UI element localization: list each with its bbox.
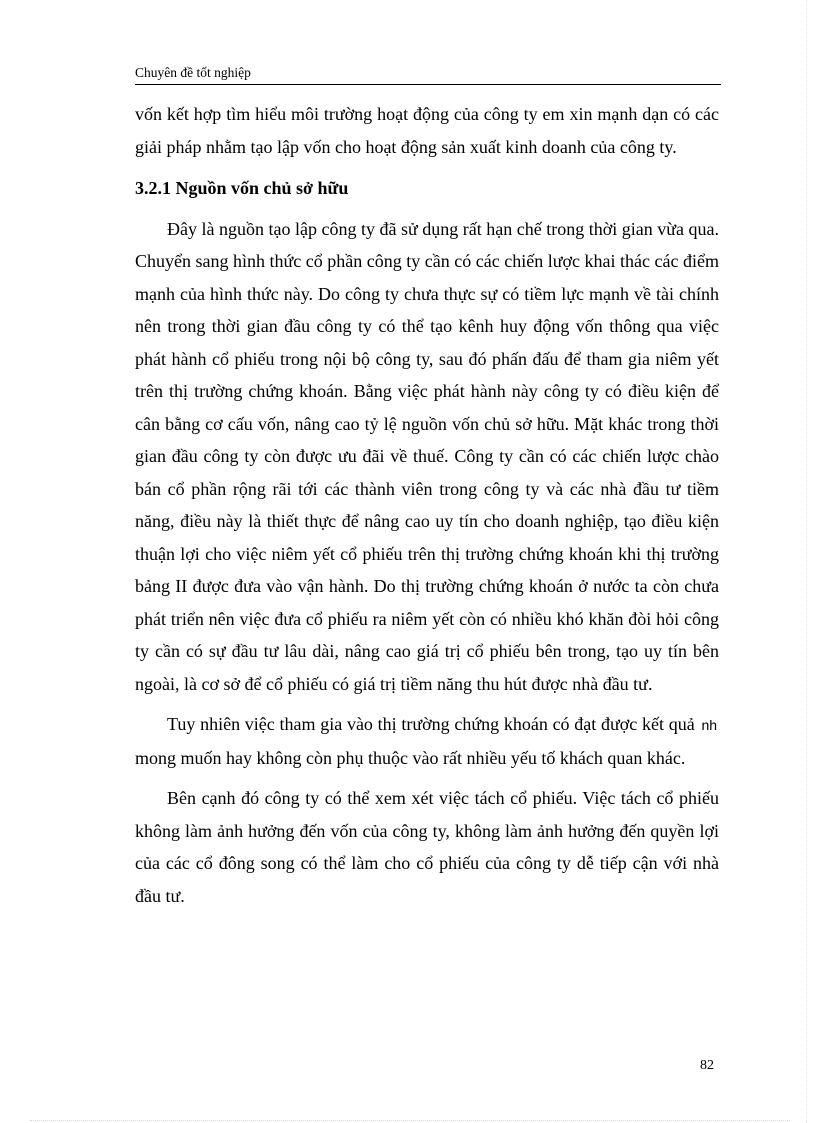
paragraph-equity-capital: Đây là nguồn tạo lập công ty đã sử dụng rất hạn chế trong thời gian vừa qua. Chuyển sang hình thức cổ phần công ty cần có các chiến lược khai thác các điểm mạnh của hình thức này. Do công ty chưa thực sự có tiềm lực mạnh về tài chính nên trong thời gian đầu công ty có thể tạo kênh huy động vốn thông qua việc phát hành cổ phiếu trong nội bộ công ty, sau đó phấn đấu để tham gia niêm yết trên thị trường chứng khoán. Bằng việc phát hành này công ty có điều kiện để cân bằng cơ cấu vốn, nâng cao tỷ lệ nguồn vốn chủ sở hữu. Mặt khác trong thời gian đầu công ty còn được ưu đãi về thuế. Công ty cần có các chiến lược chào bán cổ phần rộng rãi tới các thành viên trong công ty và các nhà đầu tư tiềm năng, điều này là thiết thực để nâng cao uy tín cho doanh nghiệp, tạo điều kiện thuận lợi cho việc niêm yết cổ phiếu trên thị trường chứng khoán khi thị trường bảng II được đưa vào vận hành. Do thị trường chứng khoán ở nước ta còn chưa phát triển nên việc đưa cổ phiếu ra niêm yết còn có nhiều khó khăn đòi hỏi công ty cần có sự đầu tư lâu dài, nâng cao giá trị cổ phiếu bên trong, tạo uy tín bên ngoài, là cơ sở để cổ phiếu có giá trị tiềm năng thu hút được nhà đầu tư. xyxy=(135,218,719,694)
page-header xyxy=(135,64,721,85)
page-number: 82 xyxy=(700,1058,714,1073)
page-right-edge xyxy=(806,0,807,1123)
paragraph-3-end: mong muốn hay không còn phụ thuộc vào rất nhiều yếu tố khách quan khác. xyxy=(135,747,686,768)
inline-marker: nh xyxy=(701,717,718,733)
paragraph-continuation: vốn kết hợp tìm hiểu môi trường hoạt động của công ty em xin mạnh dạn có các giải pháp nhằm tạo lập vốn cho hoạt động sản xuất kinh doanh của công ty. xyxy=(135,104,719,157)
paragraph-stock-market xyxy=(135,708,719,774)
page-bottom-edge xyxy=(30,1120,790,1121)
section-heading: 3.2.1 Nguồn vốn chủ sở hữu xyxy=(135,178,349,198)
paragraph-stock-split: Bên cạnh đó công ty có thể xem xét việc tách cổ phiếu. Việc tách cổ phiếu không làm ảnh hưởng đến vốn của công ty, không làm ảnh hưởng đến quyền lợi của các cổ đông song có thể làm cho cổ phiếu của công ty dễ tiếp cận với nhà đầu tư. xyxy=(135,788,719,906)
paragraph-3-start: Tuy nhiên việc tham gia vào thị trường chứng khoán có đạt được kết quả xyxy=(167,714,695,734)
header-title: Chuyên đề tốt nghiệp xyxy=(135,65,251,80)
page-body xyxy=(135,98,719,912)
